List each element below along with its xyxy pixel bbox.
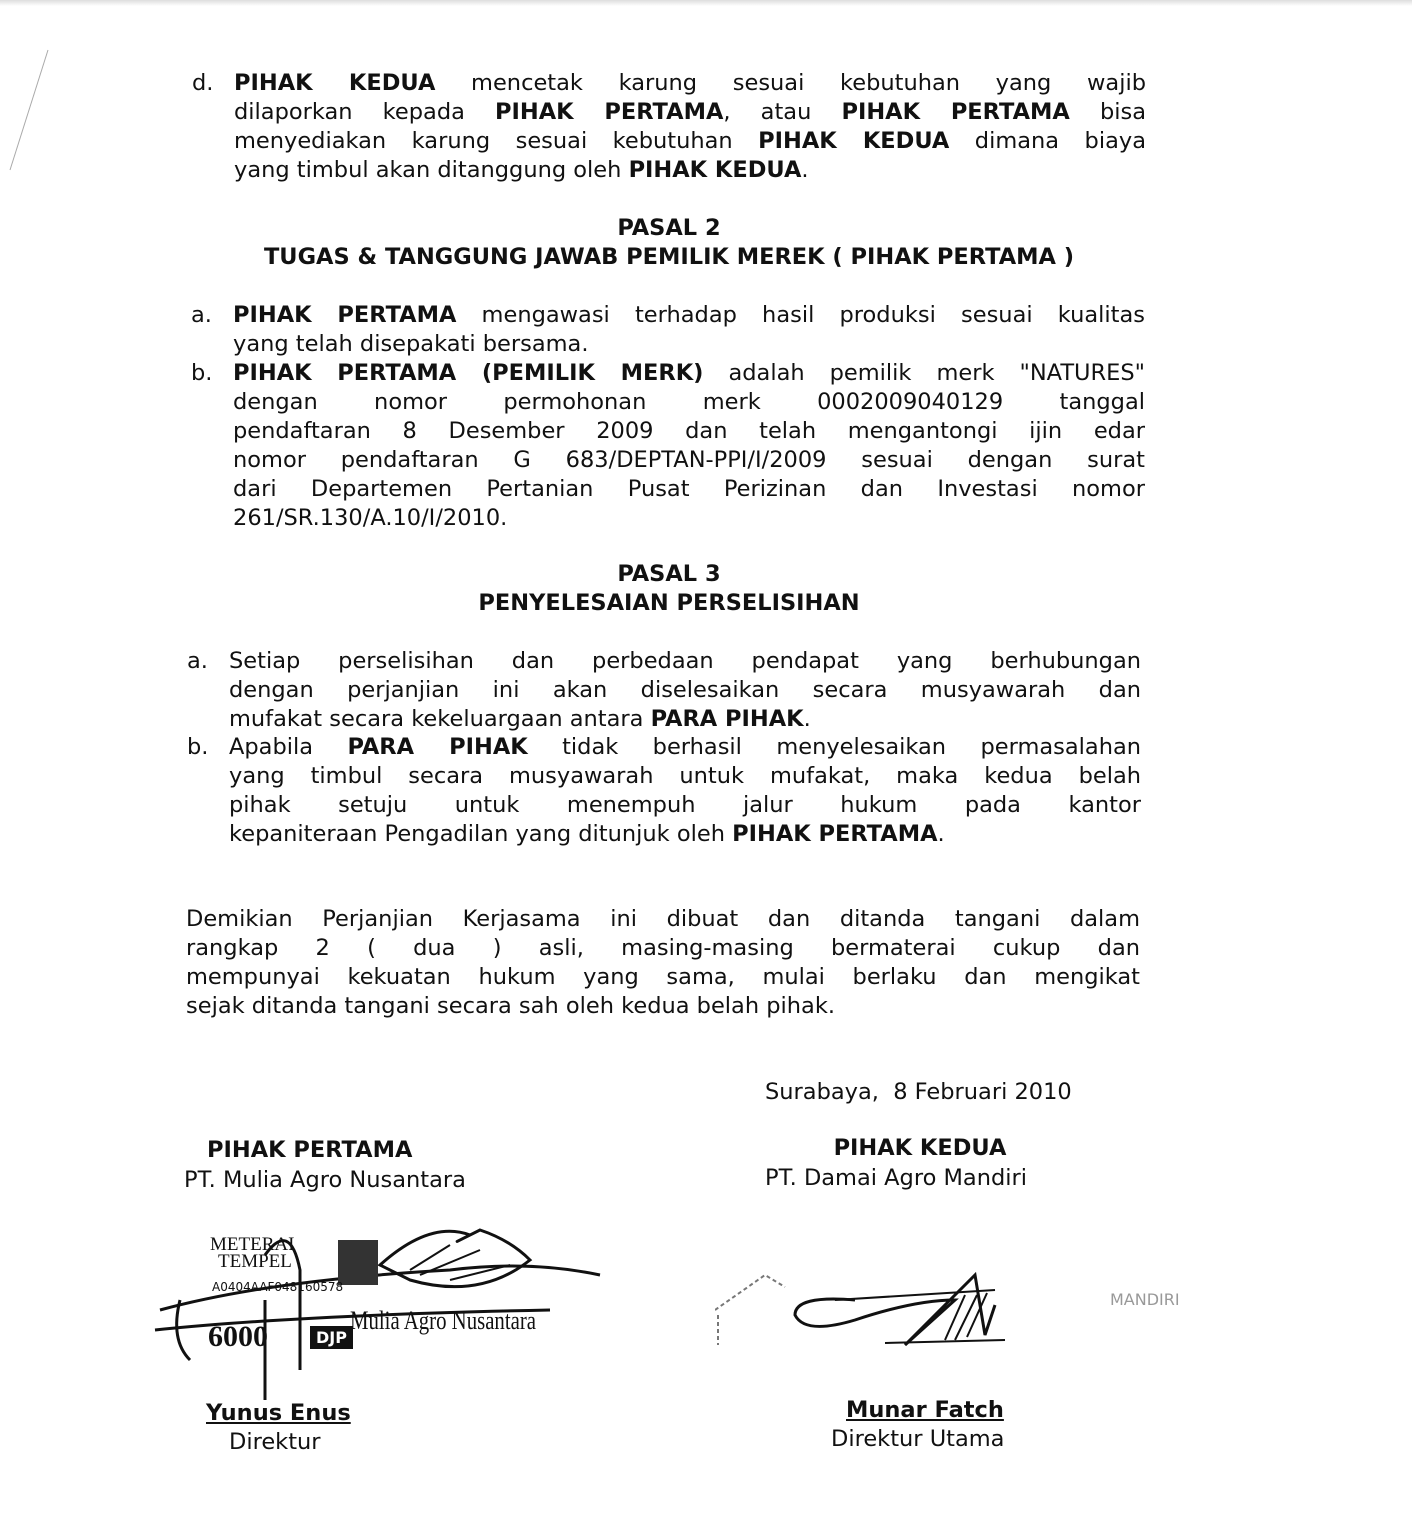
text-line (233, 388, 1145, 417)
djp-label: DJP (310, 1326, 353, 1349)
pasal-number: PASAL 3 (617, 561, 721, 587)
text-line (186, 934, 1140, 963)
text-run: mengawasi terhadap hasil produksi sesuai kualitas (456, 302, 1145, 328)
text-run: pendaftaran 8 Desember 2009 dan telah mengantongi ijin edar (233, 418, 1145, 444)
pasal-3-item-a (187, 647, 1141, 734)
meterai-label (210, 1236, 294, 1270)
text-run: menyediakan karung sesuai kebutuhan (234, 128, 759, 154)
text-run: Setiap perselisihan dan perbedaan pendapat yang berhubungan (229, 648, 1141, 674)
text-run: dilaporkan kepada (234, 99, 496, 125)
text-run: rangkap 2 ( dua ) asli, masing-masing bermaterai cukup dan (186, 935, 1140, 961)
text-run: . (801, 157, 809, 183)
item-letter: b. (187, 734, 209, 760)
text-run: mencetak karung sesuai kebutuhan yang wajib (435, 70, 1146, 96)
text-run: . (937, 821, 945, 847)
text-run: dimana biaya (949, 128, 1146, 154)
pasal-title: TUGAS & TANGGUNG JAWAB PEMILIK MEREK ( PIHAK PERTAMA ) (263, 244, 1075, 270)
pasal-2-item-a (191, 301, 1145, 359)
pasal-3-item-b (187, 733, 1142, 849)
party1-company: PT. Mulia Agro Nusantara (184, 1167, 466, 1193)
text-line (234, 127, 1146, 156)
party2-role: PIHAK KEDUA (833, 1135, 1007, 1161)
text-run: Apabila (229, 734, 348, 760)
closing-paragraph (186, 905, 1140, 1021)
text-line (233, 504, 1145, 533)
pasal-2-heading (0, 214, 1338, 272)
text-run: yang timbul secara musyawarah untuk mufakat, maka kedua belah (229, 763, 1141, 789)
text-line (186, 992, 1140, 1021)
text-line (229, 762, 1141, 791)
text-line (186, 963, 1140, 992)
company-stamp: MANDIRI (1110, 1290, 1180, 1309)
text-line (234, 98, 1146, 127)
text-line (229, 820, 1141, 849)
bold-term: PARA PIHAK (650, 706, 804, 732)
text-run: 261/SR.130/A.10/I/2010. (233, 505, 508, 531)
meterai-serial: A0404AAF048160578 (212, 1280, 344, 1294)
text-line (186, 905, 1140, 934)
text-run: dari Departemen Pertanian Pusat Perizinan dan Investasi nomor (233, 476, 1145, 502)
text-line (229, 791, 1141, 820)
item-letter: a. (191, 302, 212, 328)
text-run: dengan nomor permohonan merk 0002009040129 tanggal (233, 389, 1145, 415)
place-date: Surabaya, 8 Februari 2010 (765, 1079, 1072, 1105)
signature-party2 (715, 1265, 1195, 1365)
text-line (229, 705, 1141, 734)
scan-edge (0, 0, 1412, 6)
text-run: adalah pemilik merk "NATURES" (703, 360, 1146, 386)
pasal-number: PASAL 2 (617, 215, 721, 241)
meterai-stamp (150, 1210, 610, 1400)
text-line (233, 446, 1145, 475)
text-run: kepaniteraan Pengadilan yang ditunjuk oleh (229, 821, 733, 847)
text-line (229, 676, 1141, 705)
text-line (233, 301, 1145, 330)
company-stamp: Mulia Agro Nusantara (350, 1306, 537, 1335)
party2-signer: Munar Fatch (846, 1397, 1004, 1423)
text-line (229, 733, 1141, 762)
scan-mark (0, 0, 60, 200)
bold-term: PIHAK KEDUA (758, 128, 950, 154)
text-line (234, 69, 1146, 98)
party1-role: PIHAK PERTAMA (207, 1137, 413, 1163)
pasal-title: PENYELESAIAN PERSELISIHAN (478, 590, 860, 616)
tempel-text: TEMPEL (218, 1251, 292, 1272)
pasal-2-item-b (191, 359, 1146, 533)
text-line (233, 330, 1145, 359)
party1-signer: Yunus Enus (206, 1400, 351, 1426)
text-run: . (803, 706, 811, 732)
item-d (192, 69, 1147, 185)
bold-term: PIHAK PERTAMA (841, 99, 1070, 125)
text-run: Demikian Perjanjian Kerjasama ini dibuat dan ditanda tangani dalam (186, 906, 1140, 932)
text-run: sejak ditanda tangani secara sah oleh kedua belah pihak. (186, 993, 836, 1019)
text-run: yang timbul akan ditanggung oleh (234, 157, 629, 183)
party2-company: PT. Damai Agro Mandiri (765, 1165, 1028, 1191)
text-run: nomor pendaftaran G 683/DEPTAN-PPI/I/2009 sesuai dengan surat (233, 447, 1145, 473)
text-line (234, 156, 1146, 185)
bold-term: PIHAK PERTAMA (732, 821, 938, 847)
bold-term: PIHAK PERTAMA (495, 99, 724, 125)
text-run: tidak berhasil menyelesaikan permasalahan (527, 734, 1142, 760)
bold-term: PIHAK KEDUA (234, 70, 436, 96)
text-run: mempunyai kekuatan hukum yang sama, mulai berlaku dan mengikat (186, 964, 1140, 990)
text-line (233, 417, 1145, 446)
text-run: dengan perjanjian ini akan diselesaikan secara musyawarah dan (229, 677, 1141, 703)
item-letter: a. (187, 648, 208, 674)
item-letter: d. (192, 70, 214, 96)
bold-term: PIHAK PERTAMA (233, 302, 457, 328)
text-run: yang telah disepakati bersama. (233, 331, 589, 357)
text-run: mufakat secara kekeluargaan antara (229, 706, 651, 732)
text-run: , atau (723, 99, 842, 125)
text-run: pihak setuju untuk menempuh jalur hukum pada kantor (229, 792, 1141, 818)
party1-title: Direktur (229, 1429, 321, 1455)
text-line (233, 359, 1145, 388)
bold-term: PIHAK KEDUA (628, 157, 802, 183)
bold-term: PIHAK PERTAMA (PEMILIK MERK) (233, 360, 704, 386)
text-line (233, 475, 1145, 504)
party2-title: Direktur Utama (831, 1426, 1005, 1452)
bold-term: PARA PIHAK (347, 734, 528, 760)
pasal-3-heading (0, 560, 1338, 618)
text-line (229, 647, 1141, 676)
meterai-text: METERAI (210, 1234, 295, 1255)
meterai-value: 6000 (208, 1320, 268, 1353)
text-run: bisa (1069, 99, 1147, 125)
item-letter: b. (191, 360, 213, 386)
